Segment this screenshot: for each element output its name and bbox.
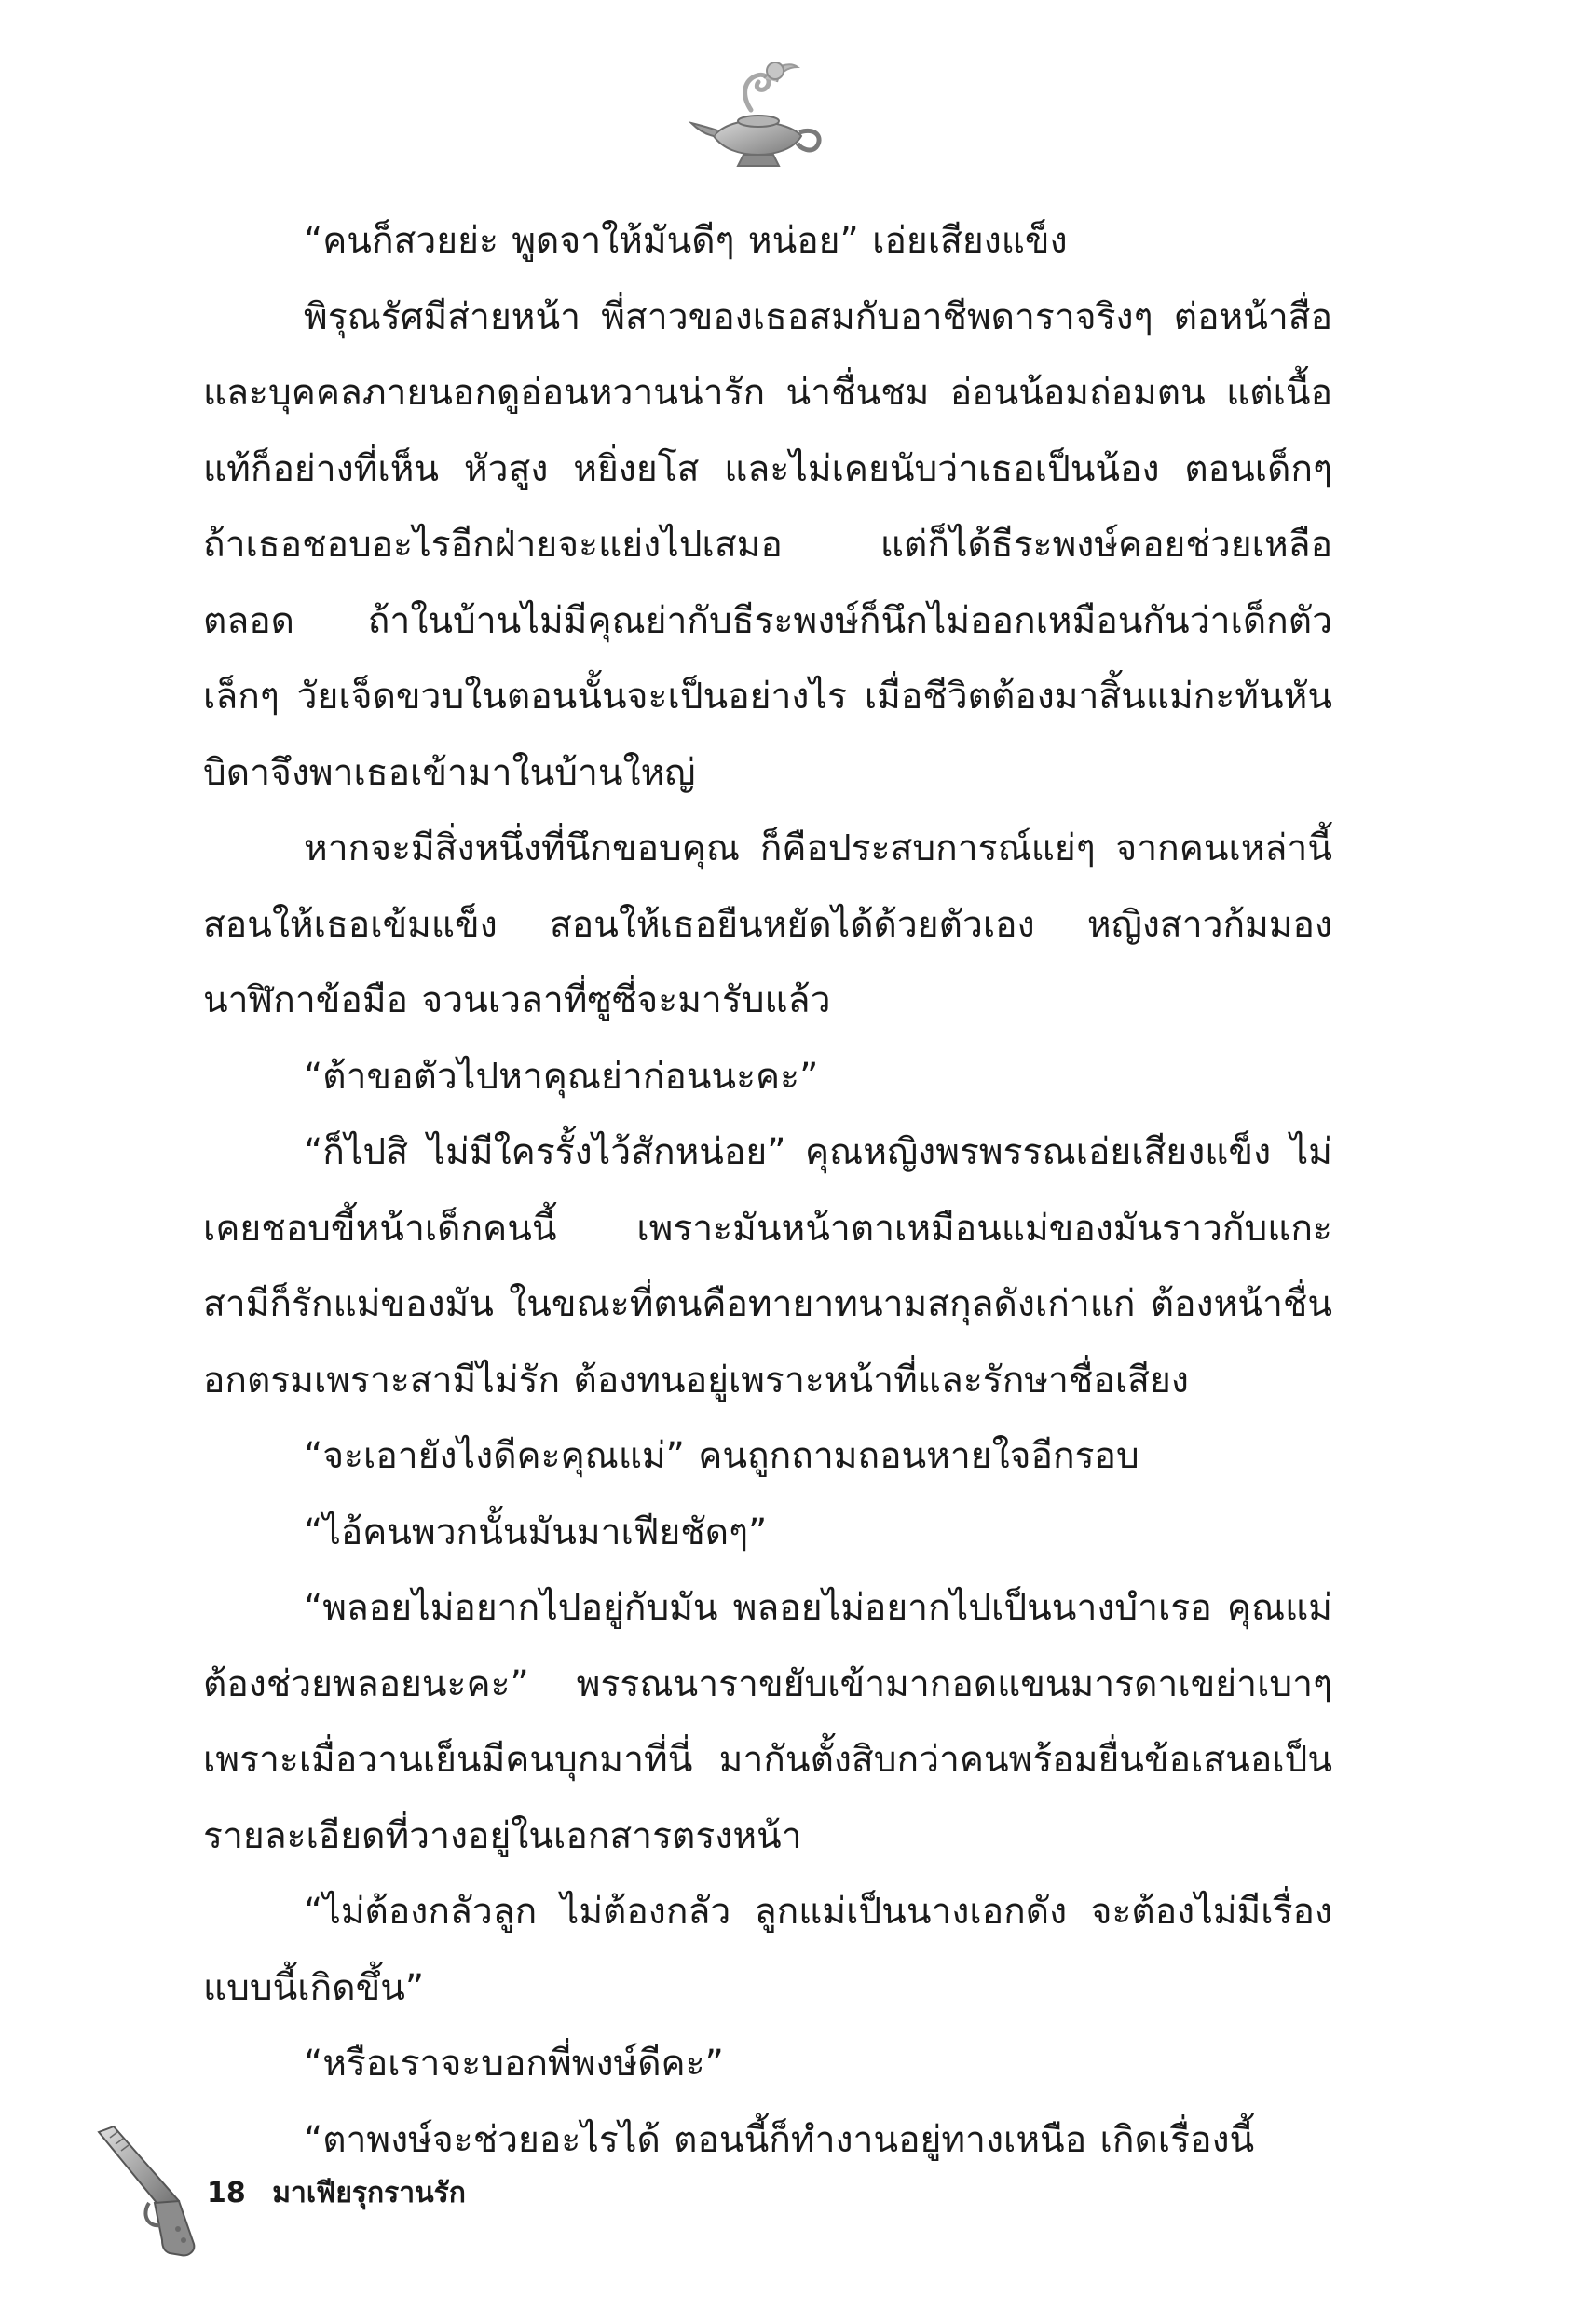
- page-footer: [207, 2171, 466, 2215]
- paragraph: “คนก็สวยย่ะ พูดจาให้มันดีๆ หน่อย” เอ่ยเสียงแข็ง: [304, 220, 1068, 262]
- paragraph: “ไอ้คนพวกนั้นมันมาเฟียชัดๆ”: [304, 1511, 768, 1553]
- paragraph: พิรุณรัศมีส่ายหน้า พี่สาวของเธอสมกับอาชีพดาราจริงๆ ต่อหน้าสื่อและบุคคลภายนอกดูอ่อนหวานน่ารัก น่าชื่นชม อ่อนน้อมถ่อมตน แต่เนื้อแท้ก็อย่างที่เห็น หัวสูง หยิ่งยโส และไม่เคยนับว่าเธอเป็นน้อง ตอนเด็กๆ ถ้าเธอชอบอะไรอีกฝ่ายจะแย่งไปเสมอ แต่ก็ได้ธีระพงษ์คอยช่วยเหลือตลอด ถ้าในบ้านไม่มีคุณย่ากับธีระพงษ์ก็นึกไม่ออกเหมือนกันว่าเด็กตัวเล็กๆ วัยเจ็ดขวบในตอนนั้นจะเป็นอย่างไร เมื่อชีวิตต้องมาสิ้นแม่กะทันหัน บิดาจึงพาเธอเข้ามาในบ้านใหญ่: [203, 295, 1332, 794]
- paragraph: “หรือเราจะบอกพี่พงษ์ดีคะ”: [304, 2043, 724, 2085]
- paragraph: “พลอยไม่อยากไปอยู่กับมัน พลอยไม่อยากไปเป็นนางบำเรอ คุณแม่ต้องช่วยพลอยนะคะ” พรรณนาราขยับเข้ามากอดแขนมารดาเขย่าเบาๆ เพราะเมื่อวานเย็นมีคนบุกมาที่นี่ มากันตั้งสิบกว่าคนพร้อมยื่นข้อเสนอเป็นรายละเอียดที่วางอยู่ในเอกสารตรงหน้า: [203, 1587, 1332, 1857]
- paragraph: “ไม่ต้องกลัวลูก ไม่ต้องกลัว ลูกแม่เป็นนางเอกดัง จะต้องไม่มีเรื่องแบบนี้เกิดขึ้น”: [203, 1891, 1332, 2009]
- genie-lamp-icon: [686, 45, 835, 175]
- page-number: 18: [207, 2177, 246, 2209]
- body-text: [203, 203, 1332, 2178]
- paragraph: “ก็ไปสิ ไม่มีใครรั้งไว้สักหน่อย” คุณหญิงพรพรรณเอ่ยเสียงแข็ง ไม่เคยชอบขี้หน้าเด็กคนนี้ เพราะมันหน้าตาเหมือนแม่ของมันราวกับแกะ สามีก็รักแม่ของมัน ในขณะที่ตนคือทายาทนามสกุลดังเก่าแก่ ต้องหน้าชื่นอกตรมเพราะสามีไม่รัก ต้องทนอยู่เพราะหน้าที่และรักษาชื่อเสียง: [203, 1131, 1332, 1402]
- paragraph: “ต้าขอตัวไปหาคุณย่าก่อนนะคะ”: [304, 1055, 819, 1098]
- paragraph: “ตาพงษ์จะช่วยอะไรได้ ตอนนี้ก็ทำงานอยู่ทางเหนือ เกิดเรื่องนี้: [304, 2118, 1255, 2161]
- pistol-icon: [89, 2125, 201, 2264]
- paragraph: “จะเอายังไงดีคะคุณแม่” คนถูกถามถอนหายใจอีกรอบ: [304, 1435, 1139, 1477]
- book-title: มาเฟียรุกรานรัก: [272, 2177, 466, 2209]
- paragraph: หากจะมีสิ่งหนึ่งที่นึกขอบคุณ ก็คือประสบการณ์แย่ๆ จากคนเหล่านี้ สอนให้เธอเข้มแข็ง สอนให้เธอยืนหยัดได้ด้วยตัวเอง หญิงสาวก้มมองนาฬิกาข้อมือ จวนเวลาที่ซูซี่จะมารับแล้ว: [203, 827, 1332, 1021]
